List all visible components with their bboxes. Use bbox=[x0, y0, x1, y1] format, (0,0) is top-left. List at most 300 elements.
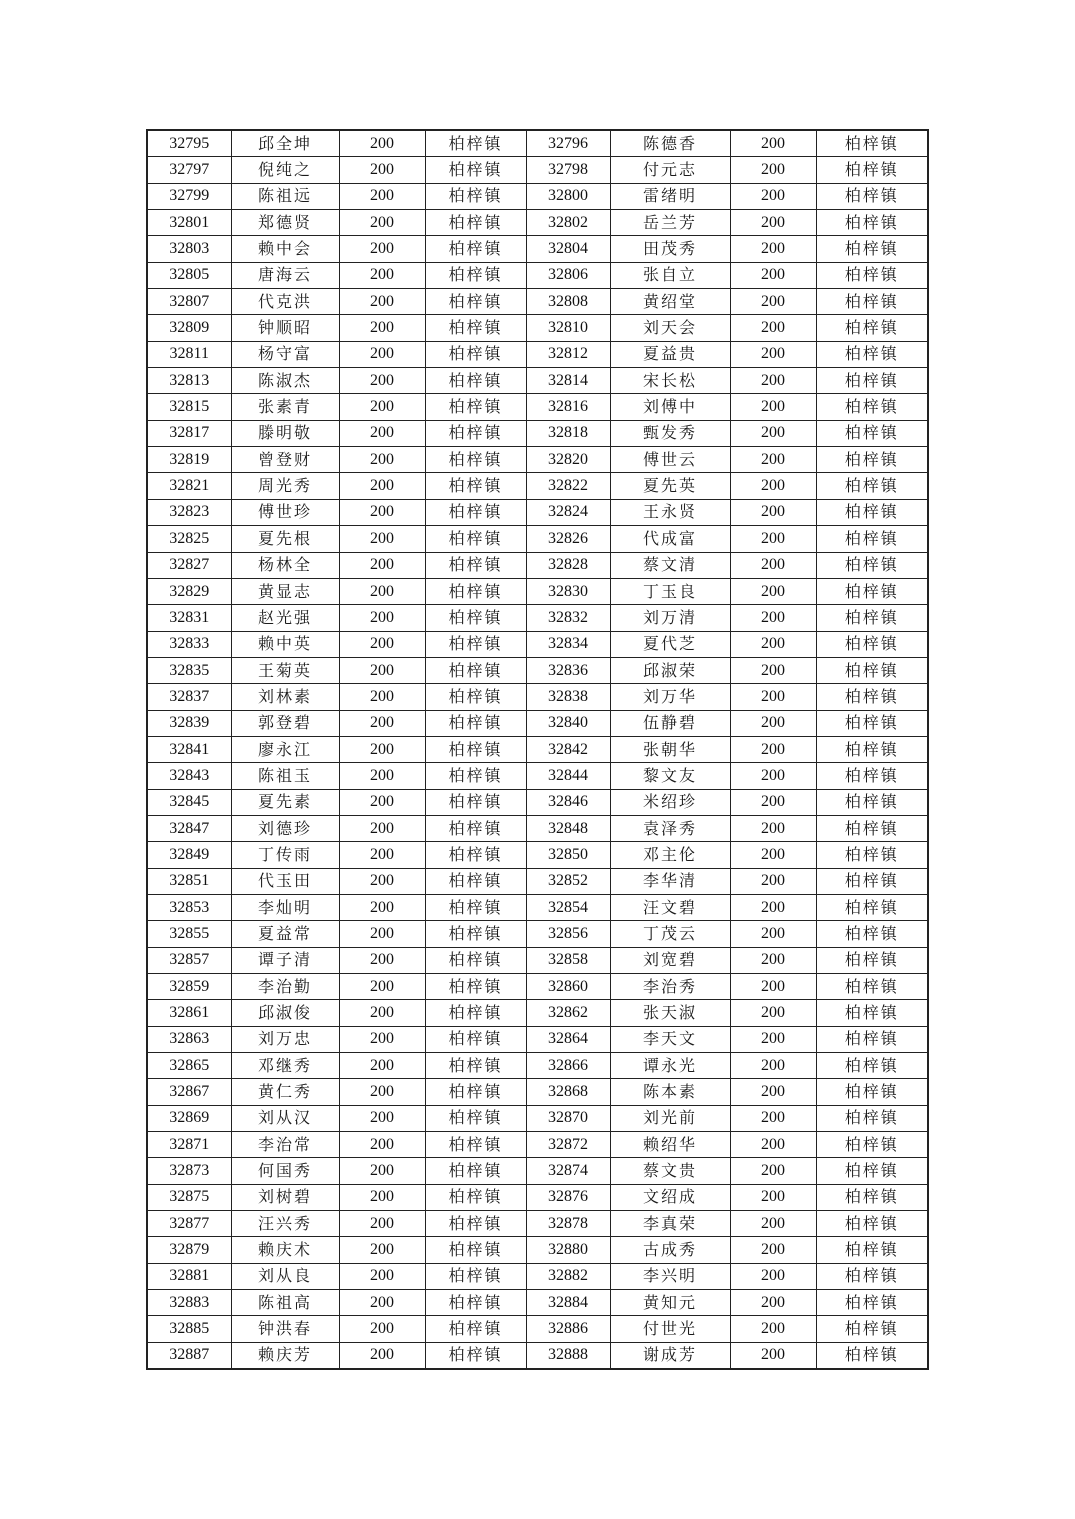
recipient-name-cell: 滕明敬 bbox=[231, 420, 339, 446]
record-id-cell: 32847 bbox=[147, 815, 231, 841]
recipient-name-cell: 李治勤 bbox=[231, 974, 339, 1000]
town-name-cell: 柏梓镇 bbox=[816, 341, 928, 367]
recipient-name-cell: 丁茂云 bbox=[610, 921, 730, 947]
amount-cell: 200 bbox=[339, 1132, 425, 1158]
record-id-cell: 32881 bbox=[147, 1263, 231, 1289]
table-row bbox=[147, 1158, 928, 1184]
amount-cell: 200 bbox=[339, 868, 425, 894]
table-row bbox=[147, 1290, 928, 1316]
recipient-name-cell: 代成富 bbox=[610, 526, 730, 552]
table-row bbox=[147, 262, 928, 288]
town-name-cell: 柏梓镇 bbox=[816, 1026, 928, 1052]
record-id-cell: 32841 bbox=[147, 736, 231, 762]
table-row bbox=[147, 1263, 928, 1289]
amount-cell: 200 bbox=[339, 499, 425, 525]
town-name-cell: 柏梓镇 bbox=[425, 842, 526, 868]
recipient-name-cell: 李治常 bbox=[231, 1132, 339, 1158]
town-name-cell: 柏梓镇 bbox=[425, 341, 526, 367]
amount-cell: 200 bbox=[339, 341, 425, 367]
recipient-name-cell: 夏先素 bbox=[231, 789, 339, 815]
town-name-cell: 柏梓镇 bbox=[816, 1237, 928, 1263]
amount-cell: 200 bbox=[339, 1263, 425, 1289]
amount-cell: 200 bbox=[730, 1290, 816, 1316]
amount-cell: 200 bbox=[339, 447, 425, 473]
record-id-cell: 32871 bbox=[147, 1132, 231, 1158]
amount-cell: 200 bbox=[339, 1342, 425, 1369]
record-id-cell: 32845 bbox=[147, 789, 231, 815]
town-name-cell: 柏梓镇 bbox=[816, 710, 928, 736]
town-name-cell: 柏梓镇 bbox=[425, 394, 526, 420]
town-name-cell: 柏梓镇 bbox=[816, 1000, 928, 1026]
amount-cell: 200 bbox=[339, 684, 425, 710]
recipient-name-cell: 钟洪春 bbox=[231, 1316, 339, 1342]
recipient-name-cell: 王永贤 bbox=[610, 499, 730, 525]
table-row bbox=[147, 578, 928, 604]
record-id-cell: 32882 bbox=[526, 1263, 610, 1289]
amount-cell: 200 bbox=[339, 473, 425, 499]
table-row bbox=[147, 1184, 928, 1210]
amount-cell: 200 bbox=[339, 526, 425, 552]
amount-cell: 200 bbox=[339, 1211, 425, 1237]
amount-cell: 200 bbox=[339, 947, 425, 973]
recipient-name-cell: 曾登财 bbox=[231, 447, 339, 473]
amount-cell: 200 bbox=[730, 183, 816, 209]
amount-cell: 200 bbox=[339, 315, 425, 341]
amount-cell: 200 bbox=[339, 1237, 425, 1263]
recipient-name-cell: 刘宽碧 bbox=[610, 947, 730, 973]
recipient-name-cell: 刘万忠 bbox=[231, 1026, 339, 1052]
table-row bbox=[147, 1132, 928, 1158]
table-row bbox=[147, 631, 928, 657]
town-name-cell: 柏梓镇 bbox=[816, 130, 928, 157]
table-row bbox=[147, 315, 928, 341]
amount-cell: 200 bbox=[730, 394, 816, 420]
amount-cell: 200 bbox=[730, 815, 816, 841]
town-name-cell: 柏梓镇 bbox=[816, 763, 928, 789]
table-row bbox=[147, 1105, 928, 1131]
town-name-cell: 柏梓镇 bbox=[425, 1079, 526, 1105]
record-id-cell: 32867 bbox=[147, 1079, 231, 1105]
record-id-cell: 32800 bbox=[526, 183, 610, 209]
record-id-cell: 32850 bbox=[526, 842, 610, 868]
town-name-cell: 柏梓镇 bbox=[425, 236, 526, 262]
record-id-cell: 32862 bbox=[526, 1000, 610, 1026]
recipient-name-cell: 张自立 bbox=[610, 262, 730, 288]
table-row bbox=[147, 1000, 928, 1026]
record-id-cell: 32798 bbox=[526, 157, 610, 183]
recipient-name-cell: 雷绪明 bbox=[610, 183, 730, 209]
record-id-cell: 32886 bbox=[526, 1316, 610, 1342]
table-row bbox=[147, 974, 928, 1000]
table-row bbox=[147, 447, 928, 473]
town-name-cell: 柏梓镇 bbox=[425, 578, 526, 604]
recipient-name-cell: 李天文 bbox=[610, 1026, 730, 1052]
town-name-cell: 柏梓镇 bbox=[816, 631, 928, 657]
recipient-name-cell: 郭登碧 bbox=[231, 710, 339, 736]
recipient-name-cell: 陈祖高 bbox=[231, 1290, 339, 1316]
town-name-cell: 柏梓镇 bbox=[816, 552, 928, 578]
record-id-cell: 32887 bbox=[147, 1342, 231, 1369]
town-name-cell: 柏梓镇 bbox=[816, 1316, 928, 1342]
record-id-cell: 32840 bbox=[526, 710, 610, 736]
town-name-cell: 柏梓镇 bbox=[425, 1316, 526, 1342]
recipient-name-cell: 付元志 bbox=[610, 157, 730, 183]
table-row bbox=[147, 815, 928, 841]
recipient-name-cell: 邱全坤 bbox=[231, 130, 339, 157]
amount-cell: 200 bbox=[730, 552, 816, 578]
recipient-name-cell: 赖庆芳 bbox=[231, 1342, 339, 1369]
amount-cell: 200 bbox=[339, 236, 425, 262]
recipient-name-cell: 周光秀 bbox=[231, 473, 339, 499]
recipient-name-cell: 甄发秀 bbox=[610, 420, 730, 446]
record-id-cell: 32831 bbox=[147, 605, 231, 631]
amount-cell: 200 bbox=[730, 578, 816, 604]
table-row bbox=[147, 894, 928, 920]
record-id-cell: 32875 bbox=[147, 1184, 231, 1210]
record-id-cell: 32820 bbox=[526, 447, 610, 473]
recipient-name-cell: 邱淑荣 bbox=[610, 657, 730, 683]
table-row bbox=[147, 499, 928, 525]
town-name-cell: 柏梓镇 bbox=[816, 499, 928, 525]
recipient-name-cell: 钟顺昭 bbox=[231, 315, 339, 341]
record-id-cell: 32865 bbox=[147, 1053, 231, 1079]
amount-cell: 200 bbox=[730, 157, 816, 183]
table-row bbox=[147, 921, 928, 947]
amount-cell: 200 bbox=[339, 157, 425, 183]
recipient-name-cell: 夏益常 bbox=[231, 921, 339, 947]
recipient-name-cell: 陈祖玉 bbox=[231, 763, 339, 789]
recipient-name-cell: 赖中会 bbox=[231, 236, 339, 262]
record-id-cell: 32816 bbox=[526, 394, 610, 420]
amount-cell: 200 bbox=[730, 1079, 816, 1105]
record-id-cell: 32825 bbox=[147, 526, 231, 552]
town-name-cell: 柏梓镇 bbox=[425, 1237, 526, 1263]
town-name-cell: 柏梓镇 bbox=[816, 842, 928, 868]
record-id-cell: 32884 bbox=[526, 1290, 610, 1316]
table-row bbox=[147, 552, 928, 578]
table-row bbox=[147, 789, 928, 815]
record-id-cell: 32868 bbox=[526, 1079, 610, 1105]
recipient-name-cell: 谭永光 bbox=[610, 1053, 730, 1079]
town-name-cell: 柏梓镇 bbox=[816, 1342, 928, 1369]
recipient-name-cell: 岳兰芳 bbox=[610, 210, 730, 236]
town-name-cell: 柏梓镇 bbox=[816, 1079, 928, 1105]
recipient-name-cell: 刘德珍 bbox=[231, 815, 339, 841]
town-name-cell: 柏梓镇 bbox=[425, 315, 526, 341]
amount-cell: 200 bbox=[730, 341, 816, 367]
town-name-cell: 柏梓镇 bbox=[425, 1053, 526, 1079]
town-name-cell: 柏梓镇 bbox=[425, 1342, 526, 1369]
town-name-cell: 柏梓镇 bbox=[425, 657, 526, 683]
town-name-cell: 柏梓镇 bbox=[425, 947, 526, 973]
town-name-cell: 柏梓镇 bbox=[816, 1263, 928, 1289]
record-id-cell: 32817 bbox=[147, 420, 231, 446]
town-name-cell: 柏梓镇 bbox=[816, 210, 928, 236]
recipient-name-cell: 黄绍堂 bbox=[610, 289, 730, 315]
town-name-cell: 柏梓镇 bbox=[425, 868, 526, 894]
town-name-cell: 柏梓镇 bbox=[816, 420, 928, 446]
record-id-cell: 32880 bbox=[526, 1237, 610, 1263]
recipient-name-cell: 黄知元 bbox=[610, 1290, 730, 1316]
recipient-name-cell: 古成秀 bbox=[610, 1237, 730, 1263]
town-name-cell: 柏梓镇 bbox=[425, 631, 526, 657]
table-row bbox=[147, 763, 928, 789]
amount-cell: 200 bbox=[339, 1290, 425, 1316]
record-id-cell: 32805 bbox=[147, 262, 231, 288]
record-id-cell: 32874 bbox=[526, 1158, 610, 1184]
town-name-cell: 柏梓镇 bbox=[425, 1263, 526, 1289]
record-id-cell: 32873 bbox=[147, 1158, 231, 1184]
recipient-name-cell: 陈本素 bbox=[610, 1079, 730, 1105]
record-id-cell: 32806 bbox=[526, 262, 610, 288]
record-id-cell: 32888 bbox=[526, 1342, 610, 1369]
recipient-name-cell: 汪兴秀 bbox=[231, 1211, 339, 1237]
town-name-cell: 柏梓镇 bbox=[816, 868, 928, 894]
record-id-cell: 32853 bbox=[147, 894, 231, 920]
amount-cell: 200 bbox=[730, 842, 816, 868]
amount-cell: 200 bbox=[339, 1079, 425, 1105]
town-name-cell: 柏梓镇 bbox=[425, 1184, 526, 1210]
table-row bbox=[147, 868, 928, 894]
amount-cell: 200 bbox=[730, 368, 816, 394]
record-id-cell: 32856 bbox=[526, 921, 610, 947]
record-id-cell: 32829 bbox=[147, 578, 231, 604]
amount-cell: 200 bbox=[339, 605, 425, 631]
recipient-name-cell: 刘从汉 bbox=[231, 1105, 339, 1131]
recipient-name-cell: 文绍成 bbox=[610, 1184, 730, 1210]
record-id-cell: 32833 bbox=[147, 631, 231, 657]
town-name-cell: 柏梓镇 bbox=[425, 289, 526, 315]
record-id-cell: 32812 bbox=[526, 341, 610, 367]
town-name-cell: 柏梓镇 bbox=[425, 736, 526, 762]
town-name-cell: 柏梓镇 bbox=[425, 262, 526, 288]
recipient-name-cell: 汪文碧 bbox=[610, 894, 730, 920]
recipient-name-cell: 刘傅中 bbox=[610, 394, 730, 420]
record-id-cell: 32876 bbox=[526, 1184, 610, 1210]
recipient-name-cell: 刘树碧 bbox=[231, 1184, 339, 1210]
record-id-cell: 32861 bbox=[147, 1000, 231, 1026]
record-id-cell: 32804 bbox=[526, 236, 610, 262]
recipient-name-cell: 李兴明 bbox=[610, 1263, 730, 1289]
town-name-cell: 柏梓镇 bbox=[816, 894, 928, 920]
town-name-cell: 柏梓镇 bbox=[816, 183, 928, 209]
town-name-cell: 柏梓镇 bbox=[816, 684, 928, 710]
table-row bbox=[147, 657, 928, 683]
record-id-cell: 32837 bbox=[147, 684, 231, 710]
table-row bbox=[147, 526, 928, 552]
record-id-cell: 32863 bbox=[147, 1026, 231, 1052]
amount-cell: 200 bbox=[730, 947, 816, 973]
record-id-cell: 32826 bbox=[526, 526, 610, 552]
amount-cell: 200 bbox=[339, 183, 425, 209]
recipient-name-cell: 李真荣 bbox=[610, 1211, 730, 1237]
record-id-cell: 32843 bbox=[147, 763, 231, 789]
amount-cell: 200 bbox=[730, 1053, 816, 1079]
record-id-cell: 32866 bbox=[526, 1053, 610, 1079]
recipient-name-cell: 唐海云 bbox=[231, 262, 339, 288]
table-row bbox=[147, 1026, 928, 1052]
recipient-name-cell: 刘林素 bbox=[231, 684, 339, 710]
record-id-cell: 32878 bbox=[526, 1211, 610, 1237]
table-row bbox=[147, 736, 928, 762]
town-name-cell: 柏梓镇 bbox=[816, 473, 928, 499]
record-id-cell: 32885 bbox=[147, 1316, 231, 1342]
recipient-name-cell: 张天淑 bbox=[610, 1000, 730, 1026]
recipient-name-cell: 夏先根 bbox=[231, 526, 339, 552]
town-name-cell: 柏梓镇 bbox=[425, 894, 526, 920]
town-name-cell: 柏梓镇 bbox=[425, 1158, 526, 1184]
recipient-name-cell: 夏先英 bbox=[610, 473, 730, 499]
amount-cell: 200 bbox=[339, 262, 425, 288]
table-row bbox=[147, 130, 928, 157]
town-name-cell: 柏梓镇 bbox=[816, 974, 928, 1000]
table-row bbox=[147, 947, 928, 973]
town-name-cell: 柏梓镇 bbox=[816, 394, 928, 420]
amount-cell: 200 bbox=[339, 736, 425, 762]
table-row bbox=[147, 1342, 928, 1369]
town-name-cell: 柏梓镇 bbox=[425, 710, 526, 736]
record-id-cell: 32815 bbox=[147, 394, 231, 420]
recipient-name-cell: 刘从良 bbox=[231, 1263, 339, 1289]
town-name-cell: 柏梓镇 bbox=[425, 1105, 526, 1131]
recipient-name-cell: 赖绍华 bbox=[610, 1132, 730, 1158]
recipient-name-cell: 代克洪 bbox=[231, 289, 339, 315]
table-row bbox=[147, 473, 928, 499]
amount-cell: 200 bbox=[339, 974, 425, 1000]
record-id-cell: 32828 bbox=[526, 552, 610, 578]
town-name-cell: 柏梓镇 bbox=[425, 526, 526, 552]
record-id-cell: 32877 bbox=[147, 1211, 231, 1237]
amount-cell: 200 bbox=[730, 289, 816, 315]
town-name-cell: 柏梓镇 bbox=[425, 921, 526, 947]
recipient-name-cell: 张素青 bbox=[231, 394, 339, 420]
recipient-name-cell: 邓主伦 bbox=[610, 842, 730, 868]
amount-cell: 200 bbox=[730, 974, 816, 1000]
amount-cell: 200 bbox=[730, 631, 816, 657]
recipient-name-cell: 谢成芳 bbox=[610, 1342, 730, 1369]
recipient-name-cell: 米绍珍 bbox=[610, 789, 730, 815]
town-name-cell: 柏梓镇 bbox=[816, 921, 928, 947]
amount-cell: 200 bbox=[730, 1026, 816, 1052]
town-name-cell: 柏梓镇 bbox=[816, 1211, 928, 1237]
amount-cell: 200 bbox=[339, 130, 425, 157]
record-id-cell: 32846 bbox=[526, 789, 610, 815]
record-id-cell: 32857 bbox=[147, 947, 231, 973]
town-name-cell: 柏梓镇 bbox=[816, 368, 928, 394]
amount-cell: 200 bbox=[339, 789, 425, 815]
town-name-cell: 柏梓镇 bbox=[816, 315, 928, 341]
recipient-name-cell: 陈淑杰 bbox=[231, 368, 339, 394]
recipient-name-cell: 赖中英 bbox=[231, 631, 339, 657]
town-name-cell: 柏梓镇 bbox=[816, 578, 928, 604]
table-row bbox=[147, 842, 928, 868]
town-name-cell: 柏梓镇 bbox=[425, 1211, 526, 1237]
record-id-cell: 32839 bbox=[147, 710, 231, 736]
amount-cell: 200 bbox=[730, 1237, 816, 1263]
table-row bbox=[147, 710, 928, 736]
record-id-cell: 32799 bbox=[147, 183, 231, 209]
amount-cell: 200 bbox=[730, 710, 816, 736]
amount-cell: 200 bbox=[339, 210, 425, 236]
amount-cell: 200 bbox=[730, 526, 816, 552]
town-name-cell: 柏梓镇 bbox=[816, 157, 928, 183]
recipient-name-cell: 邱淑俊 bbox=[231, 1000, 339, 1026]
town-name-cell: 柏梓镇 bbox=[425, 552, 526, 578]
amount-cell: 200 bbox=[339, 815, 425, 841]
amount-cell: 200 bbox=[730, 605, 816, 631]
town-name-cell: 柏梓镇 bbox=[425, 210, 526, 236]
amount-cell: 200 bbox=[730, 1263, 816, 1289]
recipient-name-cell: 倪纯之 bbox=[231, 157, 339, 183]
record-id-cell: 32854 bbox=[526, 894, 610, 920]
table-row bbox=[147, 1316, 928, 1342]
table-row bbox=[147, 1053, 928, 1079]
roster-body bbox=[147, 130, 928, 1369]
record-id-cell: 32802 bbox=[526, 210, 610, 236]
record-id-cell: 32822 bbox=[526, 473, 610, 499]
amount-cell: 200 bbox=[730, 894, 816, 920]
recipient-name-cell: 黄显志 bbox=[231, 578, 339, 604]
table-row bbox=[147, 420, 928, 446]
record-id-cell: 32836 bbox=[526, 657, 610, 683]
town-name-cell: 柏梓镇 bbox=[816, 1184, 928, 1210]
recipient-name-cell: 夏代芝 bbox=[610, 631, 730, 657]
amount-cell: 200 bbox=[730, 789, 816, 815]
record-id-cell: 32860 bbox=[526, 974, 610, 1000]
recipient-name-cell: 刘万华 bbox=[610, 684, 730, 710]
record-id-cell: 32808 bbox=[526, 289, 610, 315]
recipient-name-cell: 邓继秀 bbox=[231, 1053, 339, 1079]
recipient-name-cell: 李治秀 bbox=[610, 974, 730, 1000]
town-name-cell: 柏梓镇 bbox=[425, 183, 526, 209]
amount-cell: 200 bbox=[339, 394, 425, 420]
town-name-cell: 柏梓镇 bbox=[425, 130, 526, 157]
amount-cell: 200 bbox=[339, 368, 425, 394]
amount-cell: 200 bbox=[339, 1105, 425, 1131]
amount-cell: 200 bbox=[730, 1211, 816, 1237]
recipient-name-cell: 陈德香 bbox=[610, 130, 730, 157]
town-name-cell: 柏梓镇 bbox=[816, 736, 928, 762]
amount-cell: 200 bbox=[730, 130, 816, 157]
town-name-cell: 柏梓镇 bbox=[425, 605, 526, 631]
recipient-name-cell: 蔡文清 bbox=[610, 552, 730, 578]
record-id-cell: 32803 bbox=[147, 236, 231, 262]
record-id-cell: 32823 bbox=[147, 499, 231, 525]
record-id-cell: 32835 bbox=[147, 657, 231, 683]
amount-cell: 200 bbox=[339, 289, 425, 315]
table-row bbox=[147, 684, 928, 710]
recipient-name-cell: 丁玉良 bbox=[610, 578, 730, 604]
recipient-name-cell: 赵光强 bbox=[231, 605, 339, 631]
amount-cell: 200 bbox=[339, 1316, 425, 1342]
town-name-cell: 柏梓镇 bbox=[816, 1132, 928, 1158]
record-id-cell: 32844 bbox=[526, 763, 610, 789]
town-name-cell: 柏梓镇 bbox=[425, 1000, 526, 1026]
amount-cell: 200 bbox=[730, 657, 816, 683]
recipient-name-cell: 田茂秀 bbox=[610, 236, 730, 262]
recipient-name-cell: 宋长松 bbox=[610, 368, 730, 394]
table-row bbox=[147, 236, 928, 262]
town-name-cell: 柏梓镇 bbox=[816, 1105, 928, 1131]
table-row bbox=[147, 157, 928, 183]
amount-cell: 200 bbox=[730, 1184, 816, 1210]
record-id-cell: 32809 bbox=[147, 315, 231, 341]
amount-cell: 200 bbox=[339, 710, 425, 736]
amount-cell: 200 bbox=[730, 473, 816, 499]
recipient-name-cell: 傅世珍 bbox=[231, 499, 339, 525]
town-name-cell: 柏梓镇 bbox=[816, 289, 928, 315]
recipient-name-cell: 刘光前 bbox=[610, 1105, 730, 1131]
